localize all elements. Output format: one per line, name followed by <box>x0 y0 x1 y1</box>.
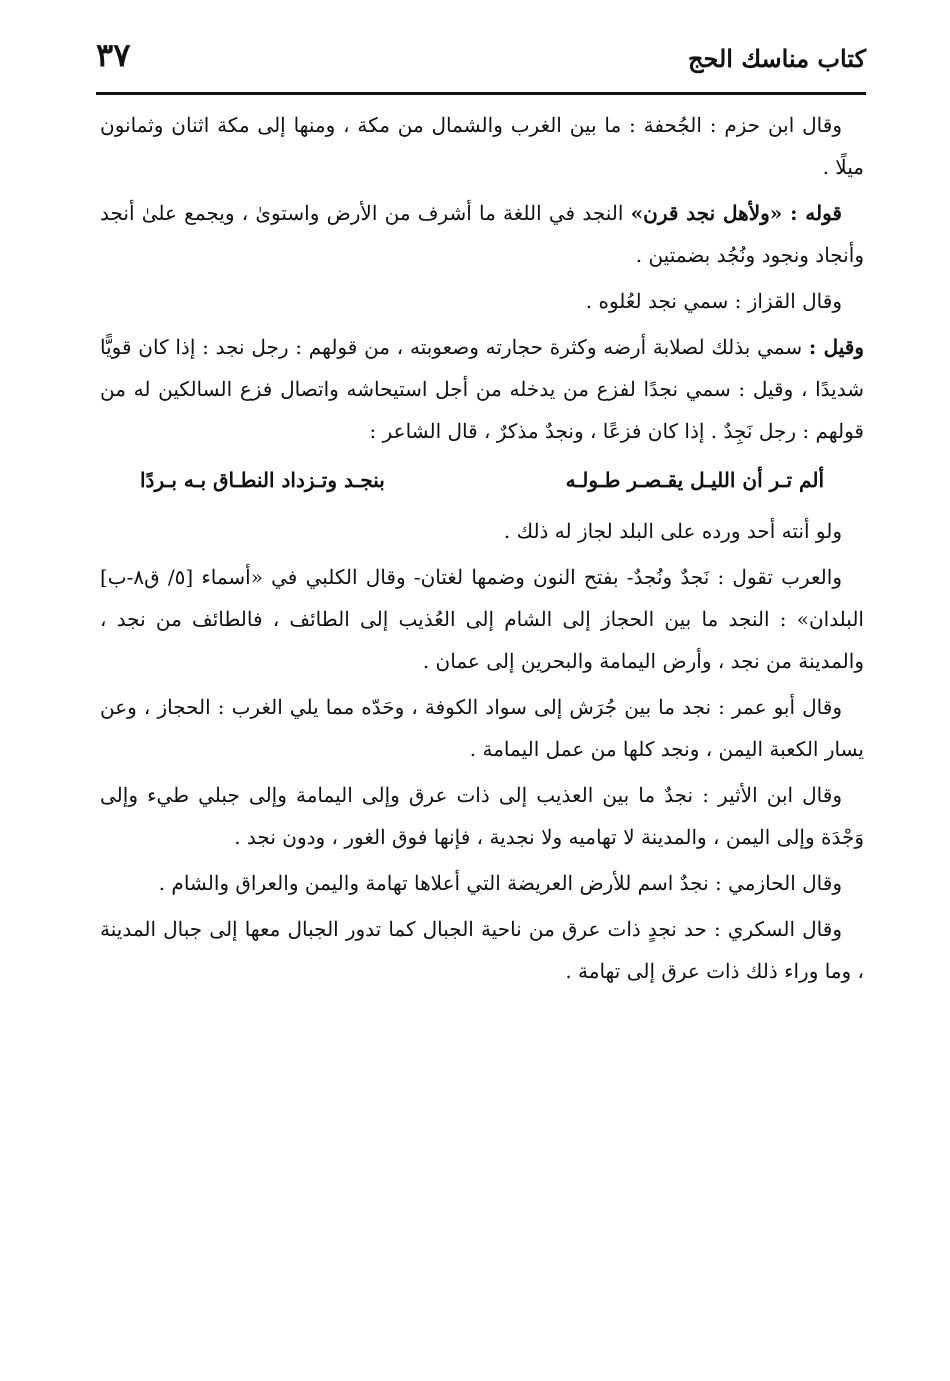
poetry-verse <box>100 456 864 504</box>
paragraph <box>100 686 864 770</box>
paragraph-text: سمي بذلك لصلابة أرضه وكثرة حجارته وصعوبته ، من قولهم : رجل نجد : إذا كان قويًّا شديدًا ، وقيل : سمي نجدًا لفزع من يدخله من أجل استيحاشه واتصال فزع السالكين له من قولهم : رجل نَجِدٌ . إذا كان فزعًا ، ونجدٌ مذكرٌ ، قال الشاعر : <box>100 335 864 443</box>
paragraph-lead: وقيل : <box>808 335 864 359</box>
paragraph-text: ولو أنته أحد ورده على البلد لجاز له ذلك . <box>503 519 842 543</box>
running-title: كتاب مناسك الحج <box>688 44 866 73</box>
paragraph <box>100 104 864 188</box>
paragraph-text: النجد في اللغة ما أشرف من الأرض واستوىٰ ، ويجمع علىٰ أنجد وأنجاد ونجود ونُجُد بضمتين . <box>100 201 864 267</box>
paragraph <box>100 326 864 452</box>
paragraph-text: وقال ابن الأثير : نجدٌ ما بين العذيب إلى ذات عرق وإلى اليمامة وإلى جبلي طيء وإلى وَجْدَة وإلى اليمن ، والمدينة لا تهاميه ولا نجدية ، فإنها فوق الغور ، ودون نجد . <box>100 783 864 849</box>
paragraph-text: وقال ابن حزم : الجُحفة : ما بين الغرب والشمال من مكة ، ومنها إلى مكة اثنان وثمانون ميلًا . <box>100 113 864 179</box>
paragraph-text: وقال الحازمي : نجدٌ اسم للأرض العريضة التي أعلاها تهامة واليمن والعراق والشام . <box>158 871 842 895</box>
paragraph-text: وقال أبو عمر : نجد ما بين جُرَش إلى سواد الكوفة ، وحَدّه مما يلي الغرب : الحجاز ، وعن يسار الكعبة اليمن ، ونجد كلها من عمل اليمامة . <box>100 695 864 761</box>
paragraph <box>100 908 864 992</box>
page-number: ٣٧ <box>96 36 131 74</box>
paragraph <box>100 510 864 552</box>
paragraph <box>100 556 864 682</box>
paragraph <box>100 862 864 904</box>
paragraph-text: والعرب تقول : نَجدٌ ونُجدٌ- بفتح النون وضمها لغتان- وقال الكلبي في «أسماء [٥/ ق٨-ب] البلدان» : النجد ما بين الحجاز إلى الشام إلى العُذيب إلى الطائف ، فالطائف من نجد ، والمدينة من نجد ، وأرض اليمامة والبحرين إلى عمان . <box>100 565 864 673</box>
paragraph-text: وقال السكري : حد نجدٍ ذات عرق من ناحية الجبال كما تدور الجبال معها إلى جبال المدينة ، وما وراء ذلك ذات عرق إلى تهامة . <box>100 917 864 983</box>
paragraph-text: وقال القزاز : سمي نجد لعُلوه . <box>585 289 842 313</box>
header-rule <box>96 92 866 95</box>
paragraph <box>100 280 864 322</box>
page-header <box>96 30 866 90</box>
body-text <box>100 104 864 996</box>
verse-first-hemistich: ألم تـر أن الليـل يقـصـر طـولـه <box>565 468 824 492</box>
verse-second-hemistich: بنجـد وتـزداد النطـاق بـه بـردًا <box>140 468 385 492</box>
paragraph <box>100 192 864 276</box>
paragraph <box>100 774 864 858</box>
paragraph-lead: قوله : «ولأهل نجد قرن» <box>630 201 842 225</box>
